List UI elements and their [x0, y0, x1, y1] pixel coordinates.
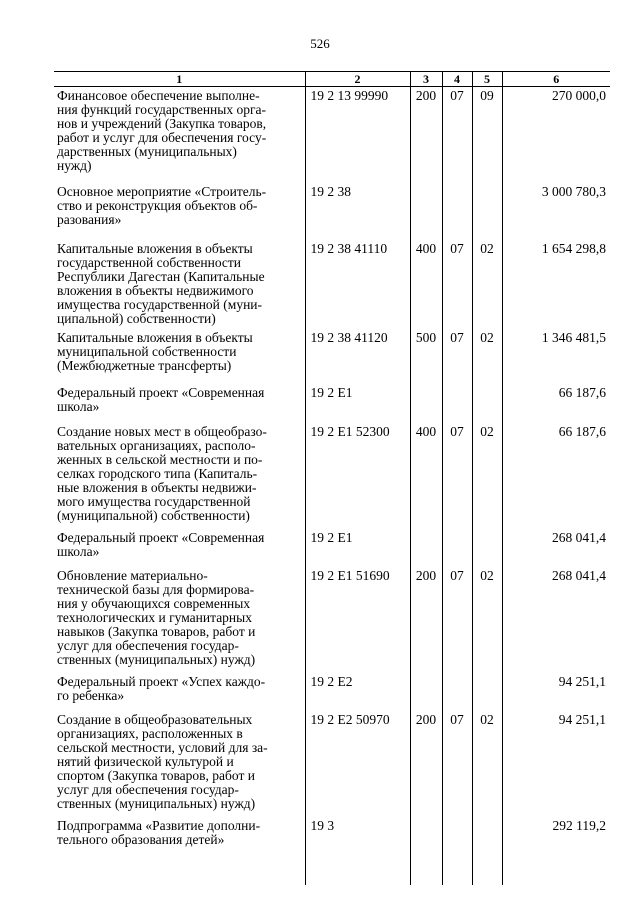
table-row	[54, 711, 610, 817]
page-number: 526	[310, 36, 330, 51]
row-name-text: Федеральный проект «Успех каждо- го ребенка»	[57, 673, 266, 703]
row-col-5	[472, 183, 502, 240]
row-col-4	[442, 817, 472, 885]
header-col-5: 5	[472, 72, 502, 87]
row-name-text: Создание в общеобразовательных организациях, расположенных в сельской местности, условий для за- нятий физической культурой и спортом (Закупка товаров, работ и услуг для обеспечения государ- ственных (муниципальных) нужд)	[57, 711, 268, 811]
row-name	[54, 240, 305, 329]
row-code: 19 2 E1	[305, 384, 410, 423]
row-amount: 1 346 481,5	[502, 329, 610, 384]
table-header-row	[54, 72, 610, 87]
row-name	[54, 567, 305, 673]
row-col-3: 200	[410, 711, 442, 817]
row-code: 19 2 E2	[305, 673, 410, 711]
row-amount: 94 251,1	[502, 711, 610, 817]
row-col-4: 07	[442, 240, 472, 329]
row-col-3	[410, 529, 442, 567]
header-col-3: 3	[410, 72, 442, 87]
row-name-text: Капитальные вложения в объекты муниципальной собственности (Межбюджетные трансферты)	[57, 329, 253, 373]
row-name	[54, 87, 305, 183]
row-col-3	[410, 673, 442, 711]
row-col-4	[442, 673, 472, 711]
row-col-3: 200	[410, 87, 442, 183]
row-col-4: 07	[442, 567, 472, 673]
budget-table	[54, 71, 610, 885]
header-col-2: 2	[305, 72, 410, 87]
row-name-text: Федеральный проект «Современная школа»	[57, 384, 265, 414]
row-amount: 94 251,1	[502, 673, 610, 711]
row-col-4: 07	[442, 423, 472, 529]
row-col-3	[410, 817, 442, 885]
row-name	[54, 817, 305, 885]
row-code: 19 2 E2 50970	[305, 711, 410, 817]
row-name	[54, 329, 305, 384]
table-row	[54, 87, 610, 183]
row-amount: 270 000,0	[502, 87, 610, 183]
row-col-3: 200	[410, 567, 442, 673]
row-code: 19 2 E1	[305, 529, 410, 567]
row-col-3: 500	[410, 329, 442, 384]
table-row	[54, 183, 610, 240]
table-row	[54, 423, 610, 529]
row-code: 19 2 E1 52300	[305, 423, 410, 529]
row-col-5: 09	[472, 87, 502, 183]
row-code: 19 2 38	[305, 183, 410, 240]
row-code: 19 2 38 41120	[305, 329, 410, 384]
row-amount: 292 119,2	[502, 817, 610, 885]
table-row	[54, 529, 610, 567]
row-code: 19 2 13 99990	[305, 87, 410, 183]
table-row	[54, 384, 610, 423]
header-col-4: 4	[442, 72, 472, 87]
row-col-4	[442, 183, 472, 240]
row-name	[54, 529, 305, 567]
row-col-4	[442, 384, 472, 423]
header-col-6: 6	[502, 72, 610, 87]
header-col-1: 1	[54, 72, 305, 87]
row-name-text: Обновление материально- технической базы для формирова- ния у обучающихся современных технологических и гуманитарных навыков (Закупка товаров, работ и услуг для обеспечения государ- ственных (муниципальных) нужд)	[57, 567, 256, 667]
row-name-text: Создание новых мест в общеобразо- вательных организациях, располо- женных в сельской местности и по- селках городского типа (Капиталь- ные вложения в объекты недвижи- мого имущества государственной (муниципальной) собственности)	[57, 423, 267, 523]
row-col-4: 07	[442, 329, 472, 384]
row-code: 19 3	[305, 817, 410, 885]
row-name	[54, 711, 305, 817]
row-amount: 1 654 298,8	[502, 240, 610, 329]
table-row	[54, 673, 610, 711]
row-col-3	[410, 183, 442, 240]
row-col-3	[410, 384, 442, 423]
row-amount: 66 187,6	[502, 423, 610, 529]
row-col-5	[472, 529, 502, 567]
row-col-3: 400	[410, 423, 442, 529]
row-col-4: 07	[442, 711, 472, 817]
table-row	[54, 329, 610, 384]
row-col-5: 02	[472, 567, 502, 673]
row-amount: 268 041,4	[502, 529, 610, 567]
row-col-5	[472, 673, 502, 711]
row-amount: 3 000 780,3	[502, 183, 610, 240]
row-name-text: Федеральный проект «Современная школа»	[57, 529, 265, 559]
row-col-5: 02	[472, 240, 502, 329]
row-col-4	[442, 529, 472, 567]
row-name-text: Основное мероприятие «Строитель- ство и реконструкция объектов об- разования»	[57, 183, 267, 227]
row-col-5: 02	[472, 423, 502, 529]
row-name	[54, 384, 305, 423]
row-amount: 66 187,6	[502, 384, 610, 423]
row-name-text: Финансовое обеспечение выполне- ния функций государственных орга- нов и учреждений (Закупка товаров, работ и услуг для обеспечения госу- дарственных (муниципальных) нужд)	[57, 88, 267, 173]
row-amount: 268 041,4	[502, 567, 610, 673]
row-col-5: 02	[472, 711, 502, 817]
row-code: 19 2 38 41110	[305, 240, 410, 329]
row-name	[54, 183, 305, 240]
row-col-3: 400	[410, 240, 442, 329]
table-row	[54, 240, 610, 329]
row-name-text: Подпрограмма «Развитие дополни- тельного образования детей»	[57, 817, 261, 847]
row-name	[54, 673, 305, 711]
row-col-5: 02	[472, 329, 502, 384]
row-code: 19 2 E1 51690	[305, 567, 410, 673]
table-row	[54, 567, 610, 673]
row-col-5	[472, 384, 502, 423]
row-name	[54, 423, 305, 529]
row-col-4: 07	[442, 87, 472, 183]
row-name-text: Капитальные вложения в объекты государственной собственности Республики Дагестан (Капитальные вложения в объекты недвижимого имущества государственной (муни- ципальной) собственности)	[57, 240, 265, 326]
row-col-5	[472, 817, 502, 885]
table-row	[54, 817, 610, 885]
